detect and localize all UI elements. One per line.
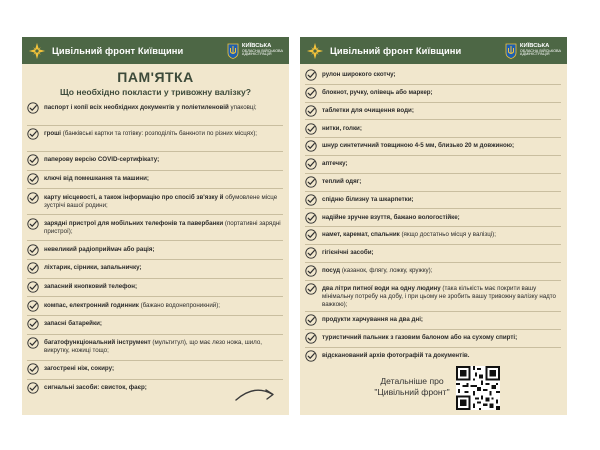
check-circle-icon [305, 229, 317, 241]
checklist-item-bold: ліхтарик, сірники, запальничку; [44, 264, 142, 272]
check-circle-icon [27, 218, 39, 230]
check-circle-icon [305, 194, 317, 206]
checklist-item-text [44, 102, 257, 112]
footer-line-2: "Цивільний фронт" [374, 387, 450, 397]
state-emblem-icon [227, 43, 239, 59]
check-circle-icon [27, 318, 39, 330]
star-logo-icon [28, 42, 46, 60]
checklist-item-text [322, 212, 460, 222]
checklist-item-text [44, 281, 137, 291]
checklist-item-text [44, 128, 257, 138]
qr-code-icon[interactable] [456, 366, 500, 410]
check-circle-icon [27, 262, 39, 274]
checklist-item [305, 263, 561, 281]
checklist-item-bold: продукти харчування на два дні; [322, 316, 423, 324]
checklist-item [27, 126, 283, 152]
memo-card-left [22, 37, 289, 415]
card-header [300, 37, 567, 64]
checklist-item-bold: таблетки для очищення води; [322, 106, 414, 114]
check-circle-icon [305, 247, 317, 259]
check-circle-icon [27, 363, 39, 375]
star-logo-icon [306, 42, 324, 60]
checklist-item-bold: аптечку; [322, 160, 348, 168]
checklist-item-text [322, 247, 374, 257]
memo-title: ПАМ'ЯТКА [117, 69, 194, 85]
checklist-item [27, 279, 283, 298]
checklist-item-text [322, 158, 348, 168]
checklist-item-text [322, 194, 414, 204]
checklist-item-bold: загострені ніж, сокиру; [44, 365, 115, 372]
checklist-item-text [322, 229, 496, 239]
checklist-item [305, 348, 561, 366]
checklist-item-detail: (мультитул), що має лезо ножа, шило, викрутку, ножиці тощо; [44, 339, 263, 354]
checklist-item [27, 171, 283, 190]
check-circle-icon [305, 265, 317, 277]
check-circle-icon [305, 332, 317, 344]
checklist-item-bold: гроші [44, 130, 62, 138]
checklist-item-detail: упаковці; [228, 104, 257, 112]
check-circle-icon [305, 158, 317, 170]
header-title: Цивільний фронт Київщини [52, 45, 184, 56]
check-circle-icon [27, 102, 39, 114]
checklist-item [305, 174, 561, 192]
checklist-item-bold: рулон широкого скотчу; [322, 71, 396, 79]
checklist-item-text [44, 363, 114, 373]
checklist-item-bold: посуд [322, 266, 341, 274]
admin-subtitle-1: ОБЛАСНА ВІЙСЬКОВА [519, 48, 561, 53]
check-circle-icon [305, 314, 317, 326]
checklist-item [305, 281, 561, 312]
checklist-item-bold: запасний кнопковий телефон; [44, 282, 138, 290]
check-circle-icon [305, 350, 317, 362]
checklist-item-bold: два літри питної води на одну людину [322, 284, 441, 292]
checklist-item [305, 330, 561, 348]
check-circle-icon [27, 244, 39, 256]
check-circle-icon [27, 382, 39, 394]
checklist-item-detail: (якщо достатньо місця у валізці); [399, 231, 496, 239]
checklist-item-text [322, 105, 414, 115]
checklist-item-text [322, 265, 432, 275]
checklist-left [22, 100, 289, 398]
checklist-item-bold: відсканований архів фотографій та документів. [322, 351, 470, 359]
checklist-item-bold: туристичний пальник з газовим балоном або на сухому спирті; [322, 333, 518, 341]
checklist-item-text [44, 318, 102, 328]
memo-card-right [300, 37, 567, 415]
checklist-item [305, 85, 561, 103]
state-emblem-icon [505, 43, 517, 59]
checklist-item-text [322, 350, 469, 360]
checklist-item [305, 67, 561, 85]
checklist-item-text [44, 173, 149, 183]
checklist-item [27, 335, 283, 361]
checklist-item [305, 245, 561, 263]
checklist-item [27, 316, 283, 335]
admin-subtitle-2: АДМІНІСТРАЦІЯ [519, 52, 550, 57]
checklist-item-bold: зарядні пристрої для мобільних телефонів та павербанки [44, 219, 224, 227]
checklist-item-bold: багатофункціональний інструмент [44, 339, 151, 346]
checklist-item-text [322, 332, 517, 342]
checklist-item-text [44, 262, 142, 272]
footer-more-info [364, 376, 460, 398]
checklist-item-text [322, 176, 361, 186]
checklist-item-text [322, 123, 362, 133]
checklist-item-text [322, 314, 423, 324]
checklist-item [305, 120, 561, 138]
checklist-item-text [322, 283, 561, 309]
checklist-item [27, 241, 283, 260]
checklist-item-text [322, 69, 396, 79]
checklist-item-text [44, 244, 155, 254]
card-header [22, 37, 289, 64]
checklist-item-text [44, 382, 147, 392]
checklist-item-bold: карту місцевості, а також інформацію про спосіб зв'язку й [44, 193, 224, 201]
checklist-item [305, 192, 561, 210]
header-title: Цивільний фронт Київщини [330, 45, 462, 56]
checklist-item-detail: обумовлене місце зустрічі вашої родини; [44, 193, 278, 209]
check-circle-icon [27, 281, 39, 293]
checklist-item [305, 209, 561, 227]
checklist-item [27, 100, 283, 126]
checklist-item-text [44, 300, 220, 310]
checklist-item [27, 297, 283, 316]
check-circle-icon [27, 192, 39, 204]
checklist-item-bold: шнур синтетичний товщиною 4-5 мм, близько 20 м довжиною; [322, 142, 515, 150]
checklist-item [27, 152, 283, 171]
checklist-item-bold: компас, електронний годинник [44, 301, 139, 309]
check-circle-icon [305, 123, 317, 135]
check-circle-icon [27, 337, 39, 349]
checklist-item-text [44, 218, 283, 236]
checklist-item [305, 156, 561, 174]
checklist-item-detail: (така кількість має покрити вашу мінімальну потребу на добу, і при цьому не зробить вашу тривожну валізку надто важкою); [322, 284, 556, 308]
checklist-item [27, 260, 283, 279]
check-circle-icon [305, 105, 317, 117]
admin-logo [505, 43, 561, 59]
admin-logo [227, 43, 283, 59]
checklist-item-bold: паспорт і копії всіх необхідних документів у поліетиленовій [44, 104, 229, 112]
admin-name: КИЇВСЬКА [241, 42, 272, 49]
admin-name: КИЇВСЬКА [519, 42, 550, 49]
checklist-item [305, 312, 561, 330]
checklist-item-bold: сигнальні засоби: свисток, фаєр; [44, 383, 147, 391]
checklist-item-text [322, 87, 433, 97]
check-circle-icon [305, 69, 317, 81]
check-circle-icon [27, 173, 39, 185]
admin-subtitle-2: АДМІНІСТРАЦІЯ [241, 52, 272, 57]
checklist-item-bold: спідню білизну та шкарпетки; [322, 195, 414, 203]
checklist-item [27, 215, 283, 241]
check-circle-icon [305, 283, 317, 295]
checklist-item-text [44, 337, 283, 355]
check-circle-icon [305, 87, 317, 99]
checklist-item-detail: (портативні зарядні пристрої); [44, 219, 281, 235]
check-circle-icon [305, 176, 317, 188]
checklist-item-bold: запасні батарейки; [44, 320, 102, 328]
checklist-item-bold: ключі від помешкання та машини; [44, 174, 149, 182]
checklist-item-text [44, 192, 283, 210]
checklist-item-detail: (казанок, флягу, ложку, кружку); [340, 266, 433, 274]
check-circle-icon [27, 300, 39, 312]
check-circle-icon [305, 212, 317, 224]
checklist-item [27, 361, 283, 380]
checklist-item-bold: теплий одяг; [322, 177, 362, 185]
checklist-item-bold: намет, каремат, спальник [322, 231, 400, 239]
checklist-item-detail: (банківські картки та готівку: розподіліть банкноти по різних місцях); [61, 130, 258, 138]
checklist-item-detail: (бажано водонепроникний); [138, 301, 221, 309]
check-circle-icon [27, 128, 39, 140]
check-circle-icon [305, 140, 317, 152]
checklist-item [305, 103, 561, 121]
checklist-item [305, 227, 561, 245]
checklist-item-bold: нитки, голки; [322, 124, 362, 132]
admin-subtitle-1: ОБЛАСНА ВІЙСЬКОВА [241, 48, 283, 53]
memo-subtitle: Що необхідно покласти у тривожну валізку? [60, 87, 251, 97]
checklist-item [27, 189, 283, 215]
check-circle-icon [27, 154, 39, 166]
footer-line-1: Детальніше про [380, 376, 444, 386]
checklist-item [305, 138, 561, 156]
checklist-item-bold: надійне зручне взуття, бажано вологостійке; [322, 213, 460, 221]
checklist-item-bold: невеликий радіоприймач або рація; [44, 245, 155, 253]
checklist-item-text [44, 154, 159, 164]
checklist-item-text [322, 140, 514, 150]
curved-arrow-icon [234, 382, 278, 404]
checklist-item-bold: гігієнічні засоби; [322, 249, 374, 257]
checklist-item-bold: паперову версію COVID-сертифікату; [44, 156, 160, 164]
checklist-item-bold: блокнот, ручку, олівець або маркер; [322, 88, 433, 96]
checklist-right [300, 67, 567, 365]
